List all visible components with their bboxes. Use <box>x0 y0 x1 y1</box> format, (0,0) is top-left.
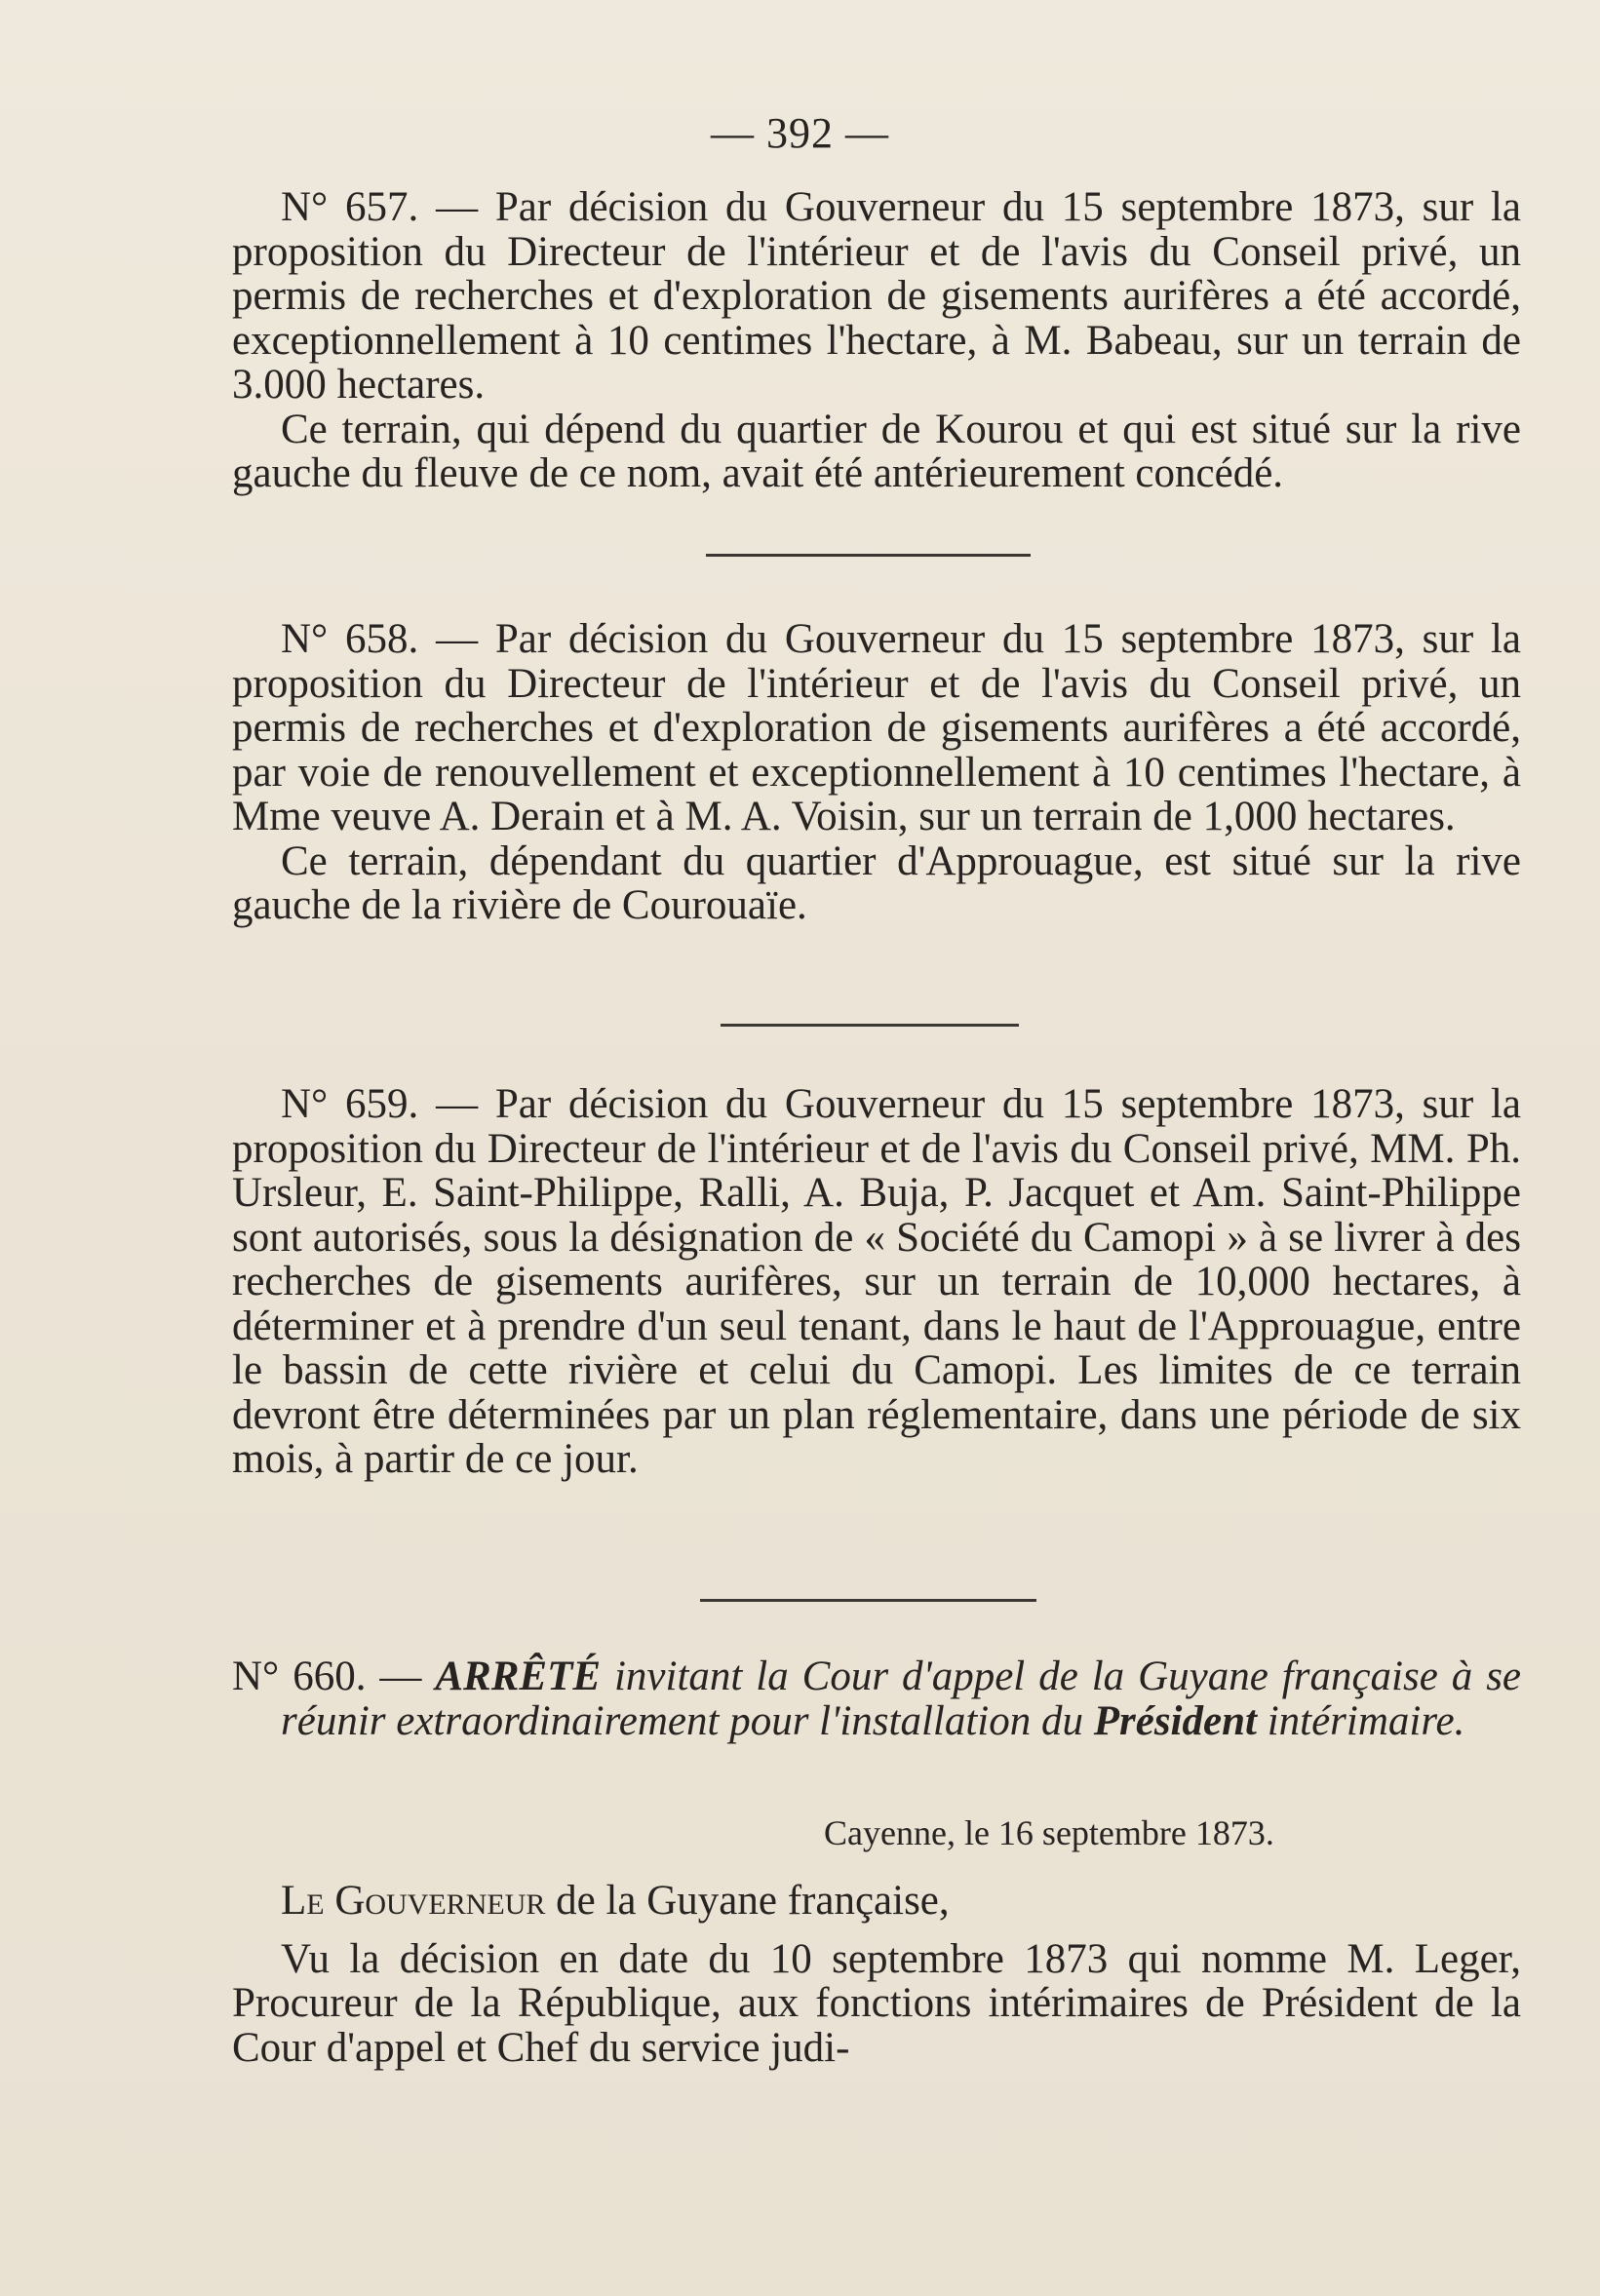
entry-658 <box>232 617 1521 928</box>
decree-number: N° 660. — <box>232 1654 422 1699</box>
entry-657-text: N° 657. — Par décision du Gouverneur du 15 septembre 1873, sur la proposition du Directeur de l'intérieur et de l'avis du Conseil privé, un permis de recherches et d'exploration de gisements aurifères a été accordé, exceptionnellement à 10 centimes l'hectare, à M. Babeau, sur un terrain de 3.000 hectares. <box>232 184 1521 408</box>
decree-heading <box>281 1654 1521 1744</box>
entry-657-note: Ce terrain, qui dépend du quartier de Kourou et qui est situé sur la rive gauche du fleuve de ce nom, avait été antérieurement concédé. <box>232 406 1521 496</box>
decree-title-president: Président <box>1093 1697 1257 1744</box>
considerant-paragraph: Vu la décision en date du 10 septembre 1873 qui nomme M. Leger, Procureur de la République, aux fonctions intérimaires de Président de la Cour d'appel et Chef du service judi- <box>232 1935 1521 2071</box>
section-divider <box>706 554 1031 557</box>
decree-title-end: intérimaire. <box>1267 1697 1465 1744</box>
entry-659-text: N° 659. — Par décision du Gouverneur du 15 septembre 1873, sur la proposition du Directeur de l'intérieur et de l'avis du Conseil privé, MM. Ph. Ursleur, E. Saint-Philippe, Ralli, A. Buja, P. Jacquet et Am. Saint-Philippe sont autorisés, sous la désignation de « Société du Camopi » à se livrer à des recherches de gisements aurifères, sur un terrain de 10,000 hectares, à déterminer et à prendre d'un seul tenant, dans le haut de l'Approuague, entre le bassin de cette rivière et celui du Camopi. Les limites de ce terrain devront être déterminées par un plan réglementaire, dans une période de six mois, à partir de ce jour. <box>232 1081 1521 1482</box>
entry-658-text: N° 658. — Par décision du Gouverneur du 15 septembre 1873, sur la proposition du Directeur de l'intérieur et de l'avis du Conseil privé, un permis de recherches et d'exploration de gisements aurifères a été accordé, par voie de renouvellement et exceptionnellement à 10 centimes l'hectare, à Mme veuve A. Derain et à M. A. Voisin, sur un terrain de 1,000 hectares. <box>232 616 1521 839</box>
governor-caps: Le Gouverneur <box>281 1878 546 1924</box>
page-number: — 392 — <box>711 109 889 157</box>
arrete-label: ARRÊTÉ <box>435 1654 602 1699</box>
decree-body <box>232 1879 1521 2070</box>
dateline: Cayenne, le 16 septembre 1873. <box>824 1813 1274 1852</box>
decree-title <box>232 1654 1521 1743</box>
entry-658-note: Ce terrain, dépendant du quartier d'Approuague, est situé sur la rive gauche de la rivière de Courouaïe. <box>232 837 1521 928</box>
entry-657 <box>232 185 1521 496</box>
section-divider <box>721 1024 1019 1027</box>
governor-rest: de la Guyane française, <box>556 1878 950 1924</box>
entry-659 <box>232 1082 1521 1482</box>
governor-line <box>232 1879 1521 1924</box>
decree-660 <box>232 1654 1521 1743</box>
decree-title-text: invitant la Cour d'appel de la Guyane française à se réunir extraordinairement pour l'installation du <box>281 1654 1522 1744</box>
section-divider <box>700 1599 1036 1602</box>
